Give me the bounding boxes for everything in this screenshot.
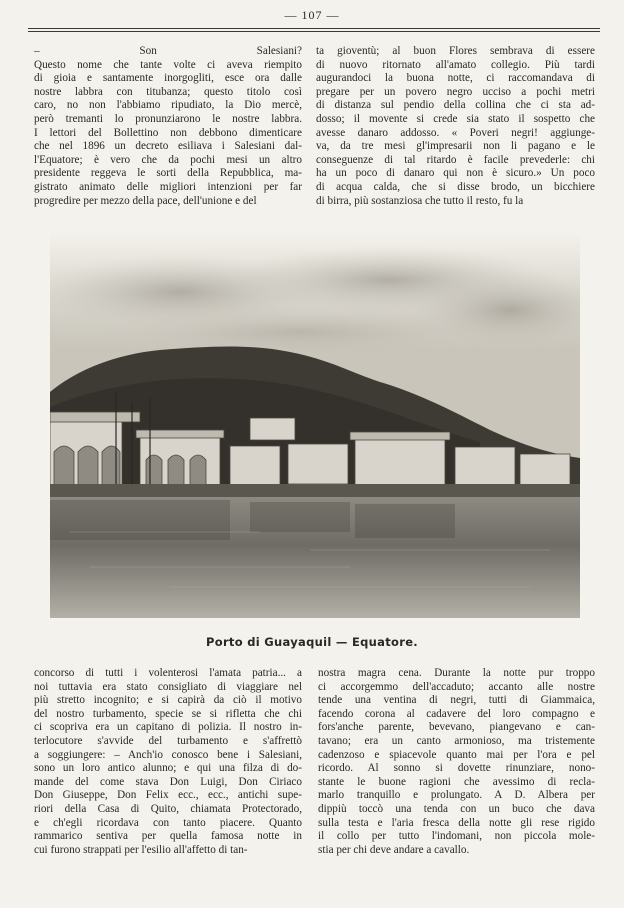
column-bottom-left bbox=[34, 667, 302, 857]
text-line: fors'anche parente, bevevano, piangevano e can- bbox=[318, 721, 595, 734]
text-line: mande del come stava Don Luigi, Don Ciriaco bbox=[34, 775, 302, 788]
text-line: più stretto incognito; e si capirà da ciò il motivo bbox=[34, 694, 302, 707]
text-line: l'Equatore; è vero che da pochi mesi un altro bbox=[34, 153, 302, 166]
text-line: caro, no non l'abbiamo ripudiato, la Dio mercè, bbox=[34, 99, 302, 112]
column-top-left bbox=[34, 45, 302, 208]
text-line: stante le buone ragioni che avessimo di recla- bbox=[318, 775, 595, 788]
text-line: ci accorgemmo dell'accaduto; accanto alle nostre bbox=[318, 680, 595, 693]
text-line: I lettori del Bollettino non debbono dimenticare bbox=[34, 126, 302, 139]
text-line: ta gioventù; al buon Flores sembrava di essere bbox=[316, 45, 595, 57]
text-line: che nel 1896 un decreto esiliava i Salesiani dal- bbox=[34, 140, 302, 153]
text-line: augurandoci la buona notte, ci raccomandava di bbox=[316, 72, 595, 85]
text-line: a soggiungere: – Anch'io conosco bene i Salesiani, bbox=[34, 748, 302, 761]
text-line: nostra magra cena. Durante la notte pur troppo bbox=[318, 667, 595, 679]
text-line: di gioia e santamente inorgogliti, esce ora dalle bbox=[34, 72, 302, 85]
text-line: il collo per tutto l'indomani, non piccola mole- bbox=[318, 830, 595, 843]
page-number: — 107 — bbox=[284, 8, 340, 22]
header-rule bbox=[28, 28, 600, 32]
text-line: nostre labbra con titubanza; questo titolo così bbox=[34, 85, 302, 98]
text-line: progredire per mezzo della pace, dell'unione e del bbox=[34, 194, 257, 207]
text-line: riori della Casa di Quito, chiamata Protectorado, bbox=[34, 802, 302, 815]
text-line: ci scopriva era un capitano di polizia. Il nostro in- bbox=[34, 721, 302, 734]
text-line: di birra, più sostanziosa che tutto il resto, fu la bbox=[316, 194, 524, 207]
text-line: va, da tre mesi gl'impresarii non li pagano e le bbox=[316, 140, 595, 153]
text-line: concorso di tutti i volenterosi l'amata patria... a bbox=[34, 667, 302, 679]
text-line: del nostro turbamento, specie se si rifletta che chi bbox=[34, 707, 302, 720]
text-line: noi tuttavia era stato consigliato di viaggiare nel bbox=[34, 680, 302, 693]
text-line: però tremanti lo pronunziarono le nostre labbra. bbox=[34, 112, 302, 125]
text-line: terlocutore s'avvide del turbamento e s'affrettò bbox=[34, 734, 302, 747]
text-line: Don Giuseppe, Don Felix ecc., ecc., antichi supe- bbox=[34, 789, 302, 802]
text-line: tavano; era un canto armonioso, ma tristemente bbox=[318, 734, 595, 747]
photo-caption: Porto di Guayaquil — Equatore. bbox=[206, 635, 418, 649]
text-line: ha un poco di danaro qui non è sicuro.» Un poco bbox=[316, 167, 595, 180]
shoreline bbox=[50, 484, 580, 498]
column-bottom-right bbox=[318, 667, 595, 857]
text-line: sulla testa e l'aria fresca della notte gli rese rigido bbox=[318, 816, 595, 829]
text-line: dosso; il movente si crede sia stato il sospetto che bbox=[316, 112, 595, 125]
text-line: di distanza sul pendio della collina che ci sta ad- bbox=[316, 99, 595, 112]
text-line: Questo nome che tante volte ci aveva riempito bbox=[34, 58, 302, 71]
text-line: di acqua calda, che si disse brodo, un bicchiere bbox=[316, 180, 595, 193]
text-line: di nuovo ritornato all'amato collegio. Più tardi bbox=[316, 58, 595, 71]
text-line: sono un loro antico alunno; e qui una filza di do- bbox=[34, 762, 302, 775]
text-line: pregare per un povero negro ucciso a pochi metri bbox=[316, 85, 595, 98]
text-line: marlo tranquillo e prolungato. A D. Albera per bbox=[318, 789, 595, 802]
text-line: cui furono strappati per l'esilio all'affetto di tan- bbox=[34, 843, 248, 856]
text-line: tende una ventina di negri, tutti di Giammaica, bbox=[318, 694, 595, 707]
text-line: cadenzoso e spiacevole quanto mai per l'ora e pel bbox=[318, 748, 595, 761]
text-line: conseguenze di tal ritardo è facile prevederle: chi bbox=[316, 153, 595, 166]
harbor-photograph bbox=[50, 232, 580, 618]
text-line: avesse danaro addosso. « Poveri negri! aggiunge- bbox=[316, 126, 595, 139]
text-line: presidente reggeva le sorti della Repubblica, ma- bbox=[34, 167, 302, 180]
text-line: rammarico sentiva per quella famosa notte in bbox=[34, 830, 302, 843]
text-line: facendo corona al cadavere del loro compagno e bbox=[318, 707, 595, 720]
text-line: ricordo. Al sonno si dovette rinunziare, nono- bbox=[318, 762, 595, 775]
text-line: gistrato animato delle migliori intenzioni per far bbox=[34, 180, 302, 193]
text-line: e ch'egli ricordava con tanto piacere. Quanto bbox=[34, 816, 302, 829]
text-line: dippiù toccò una tenda con un buco che dava bbox=[318, 802, 595, 815]
text-line: stia per chi deve andare a cavallo. bbox=[318, 843, 470, 856]
text-line: – Son Salesiani? bbox=[34, 45, 302, 57]
column-top-right bbox=[316, 45, 595, 208]
